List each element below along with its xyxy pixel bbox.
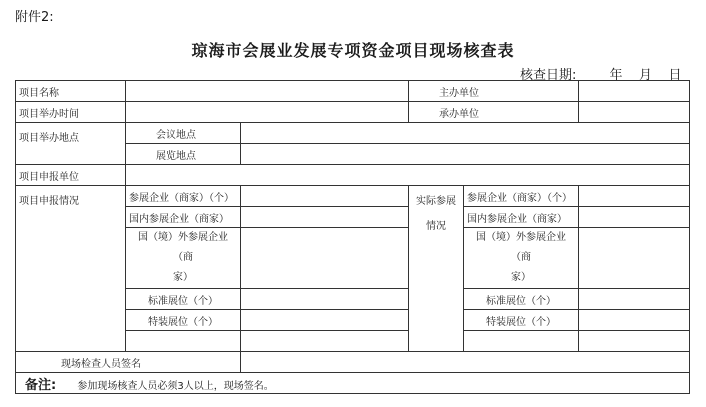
event-time-label: 项目举办时间 [16,102,126,123]
year-label: 年 [609,68,623,83]
meeting-venue-label: 会议地点 [126,123,241,144]
actual-exhibitors-value[interactable] [579,186,690,207]
page-title: 琼海市会展业发展专项资金项目现场核查表 [191,41,515,60]
remarks-text: 参加现场核查人员必须3人以上，现场签名。 [77,380,274,392]
actual-standard-booth-value[interactable] [579,289,690,310]
actual-standard-booth-label: 标准展位（个） [464,289,579,310]
inspection-form [15,80,690,394]
actual-spacer-cell [464,331,579,352]
actual-overseas-value[interactable] [579,228,690,289]
actual-label [409,186,464,352]
actual-spacer-value [579,331,690,352]
declared-standard-booth-label: 标准展位（个） [126,289,241,310]
declared-exhibitors-value[interactable] [241,186,409,207]
inspector-sign-label: 现场检查人员签名 [16,352,241,373]
declared-overseas-line2: 家） [173,272,193,283]
declared-overseas-label [126,228,241,289]
remarks-cell [16,373,690,394]
remarks-label: 备注: [25,377,57,393]
declared-spacer-cell [126,331,241,352]
actual-label-line2: 情况 [426,221,446,232]
exhibition-venue-value[interactable] [241,144,690,165]
applicant-label: 项目申报单位 [16,165,126,186]
form-row-exhibitors [16,186,690,207]
form-row-inspector [16,352,690,373]
actual-overseas-label [464,228,579,289]
declared-special-booth-value[interactable] [241,310,409,331]
declared-spacer-value [241,331,409,352]
declared-domestic-label: 国内参展企业（商家） [126,207,241,228]
declared-special-booth-label: 特装展位（个） [126,310,241,331]
event-time-value[interactable] [126,102,409,123]
actual-domestic-value[interactable] [579,207,690,228]
actual-overseas-line1: 国（境）外参展企业（商 [476,232,566,263]
actual-label-line1: 实际参展 [416,196,456,207]
project-name-label: 项目名称 [16,81,126,102]
actual-special-booth-label: 特装展位（个） [464,310,579,331]
declared-standard-booth-value[interactable] [241,289,409,310]
form-row-applicant [16,165,690,186]
actual-overseas-line2: 家） [511,272,531,283]
month-label: 月 [639,68,653,83]
check-date-label: 核查日期: [520,68,577,83]
attachment-label: 附件2: [15,10,54,25]
declared-domestic-value[interactable] [241,207,409,228]
form-row-name [16,81,690,102]
meeting-venue-value[interactable] [241,123,690,144]
co-organizer-value[interactable] [579,102,690,123]
actual-exhibitors-label: 参展企业（商家）（个） [464,186,579,207]
declared-exhibitors-label: 参展企业（商家）（个） [126,186,241,207]
declared-overseas-value[interactable] [241,228,409,289]
project-name-value[interactable] [126,81,409,102]
declared-label: 项目申报情况 [16,186,126,352]
form-row-meeting-venue [16,123,690,144]
inspector-sign-value[interactable] [241,352,690,373]
day-label: 日 [668,68,682,83]
exhibition-venue-label: 展览地点 [126,144,241,165]
applicant-value[interactable] [126,165,690,186]
organizer-label: 主办单位 [409,81,579,102]
organizer-value[interactable] [579,81,690,102]
form-row-remarks [16,373,690,394]
actual-domestic-label: 国内参展企业（商家） [464,207,579,228]
actual-special-booth-value[interactable] [579,310,690,331]
co-organizer-label: 承办单位 [409,102,579,123]
form-row-time [16,102,690,123]
venue-label: 项目举办地点 [16,123,126,165]
declared-overseas-line1: 国（境）外参展企业（商 [138,232,228,263]
